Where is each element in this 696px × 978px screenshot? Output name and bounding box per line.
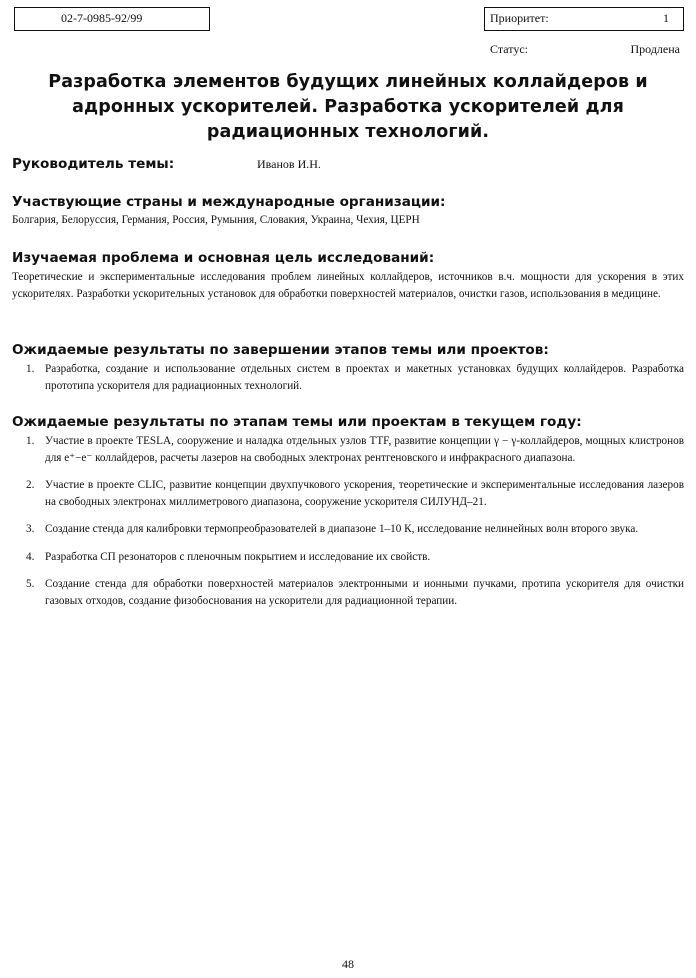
list-item-number: 2. <box>26 479 35 491</box>
countries-text: Болгария, Белоруссия, Германия, Россия, Румыния, Словакия, Украина, Чехия, ЦЕРН <box>12 214 420 226</box>
problem-text: Теоретические и экспериментальные исследования проблем линейных коллайдеров, источников в.ч. мощности для ускорения в этих ускорителях. Разработки ускорительных установок для обработки поверхностей материалов, очистки газов, использования в медицине. <box>12 271 684 300</box>
list-item <box>12 361 684 394</box>
list-item <box>12 477 684 510</box>
list-item-number: 1. <box>26 435 35 447</box>
current-results-list <box>12 433 684 620</box>
final-results-heading: Ожидаемые результаты по завершении этапов темы или проектов: <box>12 342 549 358</box>
list-item <box>12 549 684 566</box>
project-code-box <box>14 7 210 31</box>
problem-heading: Изучаемая проблема и основная цель исследований: <box>12 250 435 266</box>
list-item-text: Разработка СП резонаторов с пленочным покрытием и исследование их свойств. <box>45 550 431 563</box>
leader-name: Иванов И.Н. <box>257 157 321 171</box>
list-item <box>12 433 684 466</box>
page-number: 48 <box>342 957 354 971</box>
priority-box <box>484 7 684 31</box>
list-item <box>12 576 684 609</box>
list-item-text: Создание стенда для калибровки термопреобразователей в диапазоне 1–10 К, исследование нелинейных волн второго звука. <box>45 523 639 535</box>
list-item-text: Участие в проекте TESLA, сооружение и наладка отдельных узлов TTF, развитие концепции γ − γ-коллайдеров, мощных клистронов для e⁺−e⁻ коллайдеров, расчеты лазеров на свободных электронах рентгеновского и инфракрасного диапазона. <box>45 435 684 464</box>
document-title: Разработка элементов будущих линейных коллайдеров и адронных ускорителей. Разработка ускорителей для радиационных технологий. <box>48 72 648 142</box>
final-results-list <box>12 361 684 405</box>
status-value: Продлена <box>630 42 680 56</box>
list-item <box>12 521 684 538</box>
list-item-number: 4. <box>26 550 35 563</box>
list-item-number: 3. <box>26 523 35 535</box>
project-code: 02-7-0985-92/99 <box>61 11 143 25</box>
priority-value: 1 <box>663 11 669 25</box>
status-label: Статус: <box>490 42 528 56</box>
priority-label: Приоритет: <box>490 11 549 25</box>
list-item-text: Разработка, создание и использование отдельных систем в проектах и макетных установках будущих коллайдеров. Разработка прототипа ускорителя для радиационных технологий. <box>45 363 684 392</box>
list-item-text: Участие в проекте CLIC, развитие концепции двухпучкового ускорения, теоретические и экспериментальные исследования лазеров на свободных электронах миллиметрового диапазона, сооружение ускорителя СИЛУНД–21. <box>45 479 684 508</box>
leader-heading: Руководитель темы: <box>12 156 175 172</box>
current-results-heading: Ожидаемые результаты по этапам темы или проектам в текущем году: <box>12 414 582 430</box>
countries-heading: Участвующие страны и международные организации: <box>12 194 446 210</box>
list-item-number: 5. <box>26 578 35 590</box>
list-item-number: 1. <box>26 363 35 375</box>
status-row <box>490 42 680 57</box>
list-item-text: Создание стенда для обработки поверхностей материалов электронными и ионными пучками, протипа ускорителя для очистки газовых отходов, создание физобоснования на ускорители для радиационной терапии. <box>45 578 684 607</box>
